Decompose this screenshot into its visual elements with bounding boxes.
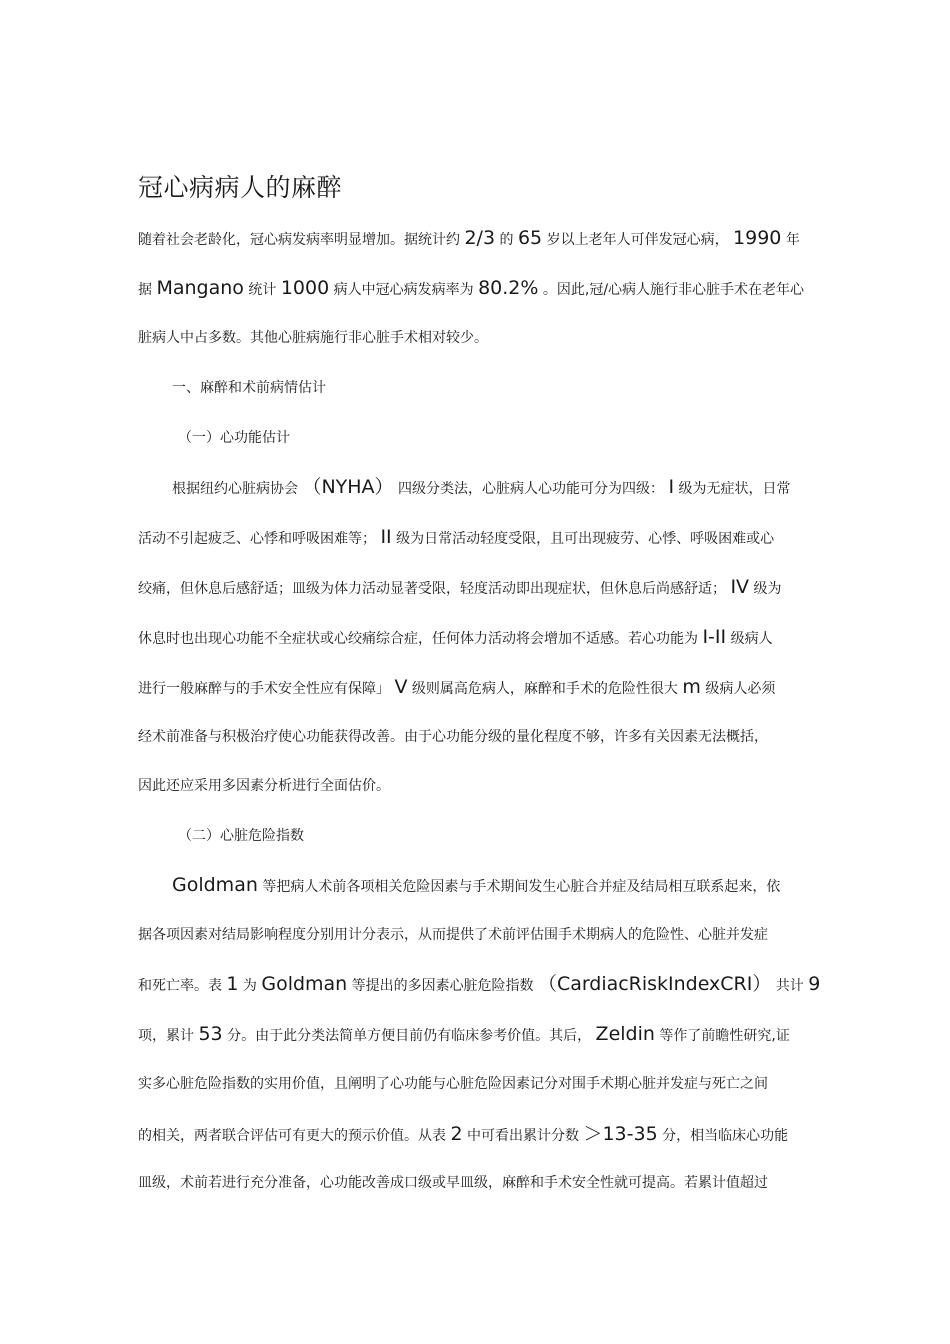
para2-line5 bbox=[138, 677, 775, 699]
text-run: 四级分类法，心脏病人心功能可分为四级： bbox=[398, 481, 665, 497]
document-title: 冠心病病人的麻醉 bbox=[138, 173, 343, 202]
text-run: II bbox=[380, 526, 392, 548]
text-run: 。因此,冠/心病人施行非心脏手术在老年心 bbox=[542, 282, 805, 298]
para2-line2 bbox=[138, 527, 774, 549]
text-run: 项，累计 bbox=[138, 1028, 194, 1044]
text-run: 随着社会老龄化，冠心病发病率明显增加。据统计约 bbox=[138, 232, 460, 248]
text-run: 9 bbox=[808, 973, 821, 995]
text-run: m bbox=[682, 676, 701, 698]
text-run: 级病人必须 bbox=[705, 681, 776, 697]
text-run: 1990 bbox=[733, 227, 782, 249]
para2-line3 bbox=[138, 577, 782, 599]
para3-line3 bbox=[138, 974, 820, 996]
text-run: 等提出的多因素心脏危险指数 bbox=[351, 978, 534, 994]
text-run: Mangano bbox=[156, 277, 244, 299]
text-run: 病人中冠心病发病率为 bbox=[333, 282, 474, 298]
text-run: I bbox=[668, 476, 675, 498]
text-run: 级为无症状，日常 bbox=[678, 481, 791, 497]
text-run: （NYHA） bbox=[302, 476, 394, 498]
text-run: 岁以上老年人可伴发冠心病， bbox=[546, 232, 729, 248]
text-run: 的 bbox=[499, 232, 514, 248]
para3-line7: 皿级，术前若进行充分准备，心功能改善成口级或早皿级，麻醉和手术安全性就可提高。若累计值超过 bbox=[138, 1175, 768, 1191]
subsection-heading: （一）心功能估计 bbox=[178, 430, 290, 446]
text-run: 的相关，两者联合评估可有更大的预示价值。从表 bbox=[138, 1128, 446, 1144]
text-run: 1 bbox=[226, 973, 239, 995]
text-run: 进行一般麻醉与的手术安全性应有保障」 bbox=[138, 681, 390, 697]
text-run: 共计 bbox=[775, 978, 804, 994]
text-run: 53 bbox=[198, 1023, 223, 1045]
text-run: 级为 bbox=[753, 581, 782, 597]
para2-line1 bbox=[172, 477, 791, 499]
text-run: Zeldin bbox=[595, 1023, 655, 1045]
text-run: 80.2% bbox=[478, 277, 539, 299]
text-run: 和死亡率。表 bbox=[138, 978, 222, 994]
text-run: IV bbox=[730, 576, 750, 598]
text-run: Goldman bbox=[172, 874, 258, 896]
para1-line3: 脏病人中占多数。其他心脏病施行非心脏手术相对较少。 bbox=[138, 330, 488, 346]
text-run: 为 bbox=[242, 978, 257, 994]
text-run: 等把病人术前各项相关危险因素与手术期间发生心脏合并症及结局相互联系起来，依 bbox=[262, 879, 781, 895]
subsection-heading: （二）心脏危险指数 bbox=[178, 828, 304, 844]
text-run: 2 bbox=[450, 1123, 463, 1145]
text-run: 年 bbox=[785, 232, 800, 248]
text-run: 休息时也出现心功能不全症状或心绞痛综合症，任何体力活动将会增加不适感。若心功能为 bbox=[138, 631, 698, 647]
text-run: I-II bbox=[702, 626, 727, 648]
para3-line6 bbox=[138, 1124, 788, 1146]
para3-line2: 据各项因素对结局影响程度分别用计分表示，从而提供了术前评估围手术期病人的危险性、心脏并发症 bbox=[138, 927, 768, 943]
text-run: 分。由于此分类法简单方便目前仍有临床参考价值。其后， bbox=[227, 1028, 592, 1044]
para3-line4 bbox=[138, 1024, 790, 1046]
text-run: 统计 bbox=[248, 282, 277, 298]
text-run: V bbox=[394, 676, 408, 698]
para1-line2 bbox=[138, 278, 804, 300]
para2-line4 bbox=[138, 627, 773, 649]
text-run: Goldman bbox=[261, 973, 348, 995]
text-run: （CardiacRiskIndexCRI） bbox=[537, 973, 772, 995]
text-run: 级为日常活动轻度受限，且可出现疲劳、心悸、呼吸困难或心 bbox=[396, 531, 775, 547]
text-run: 级病人 bbox=[730, 631, 773, 647]
para1-line1 bbox=[138, 228, 800, 250]
text-run: 活动不引起疲乏、心悸和呼吸困难等； bbox=[138, 531, 376, 547]
para3-line1 bbox=[172, 875, 780, 897]
section-heading: 一、麻醉和术前病情估计 bbox=[172, 380, 326, 396]
text-run: 65 bbox=[517, 227, 543, 249]
text-run: 分，相当临床心功能 bbox=[662, 1128, 789, 1144]
text-run: 级则属高危病人，麻醉和手术的危险性很大 bbox=[411, 681, 678, 697]
text-run: 据 bbox=[138, 282, 152, 298]
text-run: 2/3 bbox=[464, 227, 496, 249]
para3-line5: 实多心脏危险指数的实用价值，且阐明了心功能与心脏危险因素记分对围手术期心脏并发症与死亡之间 bbox=[138, 1076, 768, 1092]
text-run: 中可看出累计分数 bbox=[467, 1128, 579, 1144]
para2-line7: 因此还应采用多因素分析进行全面估价。 bbox=[138, 778, 390, 794]
text-run: 1000 bbox=[280, 277, 330, 299]
text-run: ＞13-35 bbox=[583, 1123, 658, 1145]
text-run: 根据纽约心脏病协会 bbox=[172, 481, 298, 497]
para2-line6: 经术前准备与积极治疗使心功能获得改善。由于心功能分级的量化程度不够，许多有关因素无法概括， bbox=[138, 729, 768, 745]
text-run: 等作了前瞻性研究,证 bbox=[659, 1028, 790, 1044]
text-run: 绞痛，但休息后感舒适；皿级为体力活动显著受限，轻度活动即出现症状，但休息后尚感舒适； bbox=[138, 581, 726, 597]
